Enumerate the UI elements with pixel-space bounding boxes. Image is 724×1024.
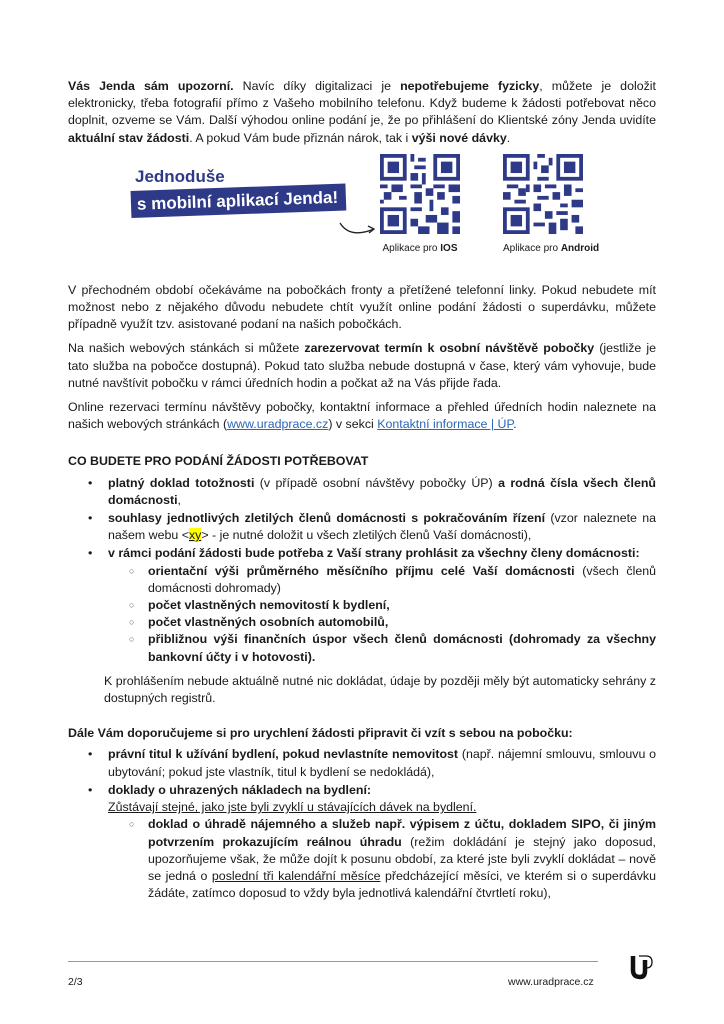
bold-text: zarezervovat termín k osobní návštěvě pobočky [304, 341, 595, 356]
contact-paragraph [68, 399, 656, 433]
declaration-note: K prohlášením nebude aktuálně nutné nic dokládat, údaje by později měly být automaticky sehrány z dostupných registrů. [104, 673, 656, 706]
transition-paragraph: V přechodném období očekáváme na pobočkách fronty a přetížené telefonní linky. Pokud nebudete mít možnost nebo z nějakého důvodu nebudete chtít využít online podání žádosti o superdávku, můžete případně využít tzv. asistované podaní na našich pobočkách. [68, 282, 656, 332]
contact-info-link[interactable]: Kontaktní informace | ÚP [377, 417, 514, 432]
page-number: 2/3 [68, 976, 83, 988]
intro-text-1: Navíc díky digitalizaci je [233, 79, 401, 93]
qr-android-caption [503, 240, 600, 257]
qr-ios[interactable] [380, 154, 460, 257]
bold-text: orientační výši průměrného měsíčního příjmu celé Vaší domácnosti [148, 563, 575, 578]
footer-url: www.uradprace.cz [508, 976, 594, 988]
text: ) v sekci [328, 417, 378, 432]
text: (v případě osobní návštěvy pobočky ÚP) [254, 475, 499, 490]
bold-text: počet vlastněných osobních automobilů, [148, 615, 389, 630]
intro-text-2: , můžete je doložit elektronicky, třeba fotografií přímo z Vašeho mobilního telefonu. Když budeme k žádosti potřebovat něco doplnit, ozveme se Vám. Další výhodou online podání je, že po přihlášení do Klientské zóny Jenda uvidíte [68, 79, 656, 128]
text: (jestliže je tato služba na pobočce dostupná). Pokud tato služba nebude dostupná v čase, který vám vyhovuje, bude nutné navštívit pobočku v rámci úředních hodin a počkat až na Vás přijde řada. [68, 341, 656, 390]
qr-code-icon [503, 154, 583, 234]
text: Na našich webových stánkách si můžete [68, 341, 305, 356]
caption-prefix: Aplikace pro [503, 242, 561, 254]
bold-text: doklady o uhrazených nákladech na bydlení: [108, 782, 372, 797]
text: , [177, 492, 181, 507]
sublist-item [108, 597, 656, 614]
footer-divider [68, 961, 598, 962]
reservation-paragraph [68, 340, 656, 392]
qr-android[interactable] [503, 154, 600, 257]
bold-text: přibližnou výši finančních úspor všech členů domácnosti (dohromady za všechny bankovní účty i v hotovosti). [148, 632, 656, 664]
curved-arrow-icon [338, 219, 378, 241]
intro-text-4: . [506, 130, 511, 145]
underlined-text: poslední tři kalendářní měsíce [211, 868, 381, 883]
caption-platform: IOS [440, 242, 458, 254]
bold-text: doklad o úhradě nájemného a služeb např. výpisem z účtu, dokladem SIPO, či jiným potvrzením prokazujícím reálnou úhradu [148, 817, 656, 849]
list-item [68, 475, 656, 509]
promo-title: Jednoduše [135, 166, 225, 186]
intro-text-3: . A pokud Vám bude přiznán nárok, tak i [189, 130, 412, 145]
list-item [68, 746, 656, 780]
sublist-item [108, 614, 656, 631]
bold-text: platný doklad totožnosti [108, 475, 255, 490]
bold-text: právní titul k užívání bydlení, pokud nevlastníte nemovitost [108, 747, 459, 762]
list-item [68, 510, 656, 544]
uradprace-link[interactable]: www.uradprace.cz [227, 417, 329, 432]
text: (režim dokládání je stejný jako doposud, upozorňujeme však, že může dojít k posunu období, za které jste byli zvyklí dokládat – nově se jedná o [148, 834, 656, 883]
highlighted-placeholder: xy [188, 528, 202, 543]
sublist-item [108, 563, 656, 597]
underlined-text: Zůstávají stejné, jako jste byli zvyklí u stávajících dávek na bydlení. [108, 800, 477, 815]
text: (všech členů domácnosti dohromady) [148, 563, 656, 595]
declaration-sublist [108, 563, 656, 666]
list-item [68, 545, 656, 665]
jenda-app-promo [68, 154, 656, 272]
text: předcházející měsíci, ve kterém si o superdávku žádáte, zatímco doposud to vždy byla jednotlivá kalendářní čtvrtletí roku), [148, 868, 657, 901]
caption-platform: Android [560, 242, 600, 254]
sublist-item [108, 816, 656, 902]
recommend-heading: Dále Vám doporučujeme si pro urychlení žádosti připravit či vzít s sebou na pobočku: [68, 726, 573, 741]
intro-bold-3: aktuální stav žádosti [68, 130, 190, 145]
housing-costs-sublist [108, 816, 656, 902]
intro-bold-4: výši nové dávky [411, 130, 507, 145]
intro-paragraph [68, 78, 656, 147]
intro-bold-1: Vás Jenda sám upozorní. [68, 79, 234, 93]
list-item [68, 782, 656, 902]
bold-text: počet vlastněných nemovitostí k bydlení, [148, 598, 390, 613]
bold-text: a rodná čísla všech členů domácnosti [108, 475, 656, 507]
bold-text: souhlasy jednotlivých zletilých členů domácnosti s pokračováním řízení [108, 511, 546, 526]
text: Online rezervaci termínu návštěvy pobočky, kontaktní informace a přehled úředních hodin naleznete na našich webových stránkách ( [68, 400, 656, 432]
text: > - je nutné doložit u všech zletilých členů Vaší domácnosti), [201, 528, 532, 543]
promo-banner: s mobilní aplikací Jenda! [131, 183, 347, 218]
intro-bold-2: nepotřebujeme fyzicky [400, 79, 540, 93]
bold-text: v rámci podání žádosti bude potřeba z Vaší strany prohlásit za všechny členy domácnosti: [108, 546, 640, 561]
up-logo-icon [630, 952, 654, 980]
recommend-list [68, 746, 656, 902]
document-page [68, 78, 656, 903]
requirements-list [68, 475, 656, 666]
qr-ios-caption [380, 240, 460, 257]
text: . [513, 417, 517, 432]
sublist-item [108, 631, 656, 665]
qr-code-icon [380, 154, 460, 234]
text: (vzor naleznete na našem webu < [108, 511, 656, 543]
text: (např. nájemní smlouvu, smlouvu o ubytování; pokud jste vlastník, titul k bydlení se nedokládá), [108, 747, 656, 779]
caption-prefix: Aplikace pro [382, 242, 441, 254]
requirements-heading: CO BUDETE PRO PODÁNÍ ŽÁDOSTI POTŘEBOVAT [68, 454, 369, 469]
